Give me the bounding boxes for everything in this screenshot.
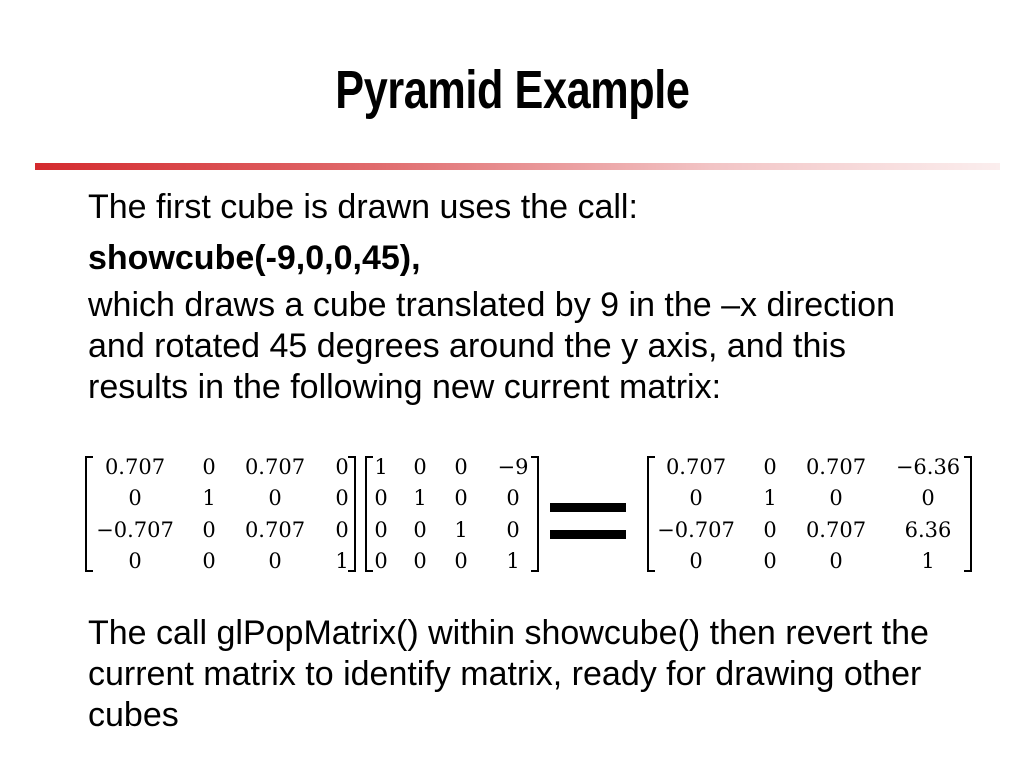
matrix-cell: 0 — [506, 518, 520, 542]
matrix-cell: 0 — [413, 455, 427, 479]
matrix-cell: 0 — [202, 549, 216, 573]
slide-title-text: Pyramid Example — [334, 60, 690, 120]
equals-sign — [550, 503, 626, 539]
explanation-line: which draws a cube translated by 9 in the –x direction — [88, 286, 896, 324]
matrix-cell: 0 — [921, 486, 935, 510]
result-matrix — [647, 456, 972, 572]
accent-divider — [35, 163, 1000, 170]
conclusion-line: cubes — [88, 696, 179, 734]
matrix-cell: 1 — [335, 549, 349, 573]
matrix-cell: 0 — [202, 455, 216, 479]
matrix-cell: 0 — [454, 549, 468, 573]
function-call-paragraph — [88, 238, 988, 279]
matrix-cell: 0.707 — [805, 518, 867, 542]
matrix-cell: 0 — [335, 486, 349, 510]
matrix-cell: 6.36 — [904, 518, 952, 542]
matrix-cell: 0 — [506, 486, 520, 510]
explanation-line: results in the following new current matrix: — [88, 368, 722, 406]
conclusion-line: current matrix to identify matrix, ready for drawing other — [88, 655, 922, 693]
matrix-cell: 1 — [374, 455, 388, 479]
matrix-cell: 0 — [454, 486, 468, 510]
function-call-text: showcube(-9,0,0,45), — [88, 239, 421, 277]
matrix-cell: 1 — [921, 549, 935, 573]
matrix-cell: 0 — [268, 549, 282, 573]
matrix-cell: 1 — [413, 486, 427, 510]
matrix-cell: 1 — [454, 518, 468, 542]
translation-matrix — [365, 456, 539, 572]
matrix-cell: −0.707 — [96, 518, 174, 542]
matrix-cell: −6.36 — [895, 455, 961, 479]
matrix-cell: 0 — [374, 518, 388, 542]
conclusion-paragraph — [88, 613, 988, 736]
matrix-cell: 0.707 — [665, 455, 727, 479]
explanation-paragraph — [88, 285, 988, 408]
matrix-cell: 0 — [829, 549, 843, 573]
explanation-line: and rotated 45 degrees around the y axis, and this — [88, 327, 846, 365]
matrix-cell: 0 — [763, 518, 777, 542]
matrix-cell: 1 — [506, 549, 520, 573]
matrix-cell: 0 — [689, 549, 703, 573]
matrix-cell: −0.707 — [657, 518, 735, 542]
matrix-cell: 0.707 — [244, 518, 306, 542]
matrix-cell: 0 — [374, 486, 388, 510]
matrix-cell: 0 — [128, 486, 142, 510]
matrix-cell: 0 — [202, 518, 216, 542]
matrix-cell: 0 — [763, 455, 777, 479]
matrix-cell: 0 — [335, 518, 349, 542]
matrix-cell: 0 — [689, 486, 703, 510]
matrix-cell: 0 — [829, 486, 843, 510]
matrix-cell: 1 — [202, 486, 216, 510]
matrix-cell: 0.707 — [805, 455, 867, 479]
matrix-cell: 0 — [413, 518, 427, 542]
matrix-cell: 0 — [268, 486, 282, 510]
matrix-cell: 0 — [763, 549, 777, 573]
intro-paragraph — [88, 187, 988, 228]
equals-bar — [550, 530, 626, 539]
matrix-cell: 0.707 — [244, 455, 306, 479]
matrix-cell: 0 — [128, 549, 142, 573]
matrix-cell: −9 — [497, 455, 529, 479]
intro-text: The first cube is drawn uses the call: — [88, 188, 638, 226]
matrix-cell: 0 — [374, 549, 388, 573]
conclusion-line: The call glPopMatrix() within showcube() then revert the — [88, 614, 929, 652]
slide-title — [0, 58, 1024, 122]
matrix-cell: 0.707 — [104, 455, 166, 479]
matrix-cell: 0 — [413, 549, 427, 573]
equals-bar — [550, 503, 626, 512]
rotation-matrix — [85, 456, 356, 572]
matrix-cell: 0 — [335, 455, 349, 479]
matrix-cell: 1 — [763, 486, 777, 510]
matrix-cell: 0 — [454, 455, 468, 479]
